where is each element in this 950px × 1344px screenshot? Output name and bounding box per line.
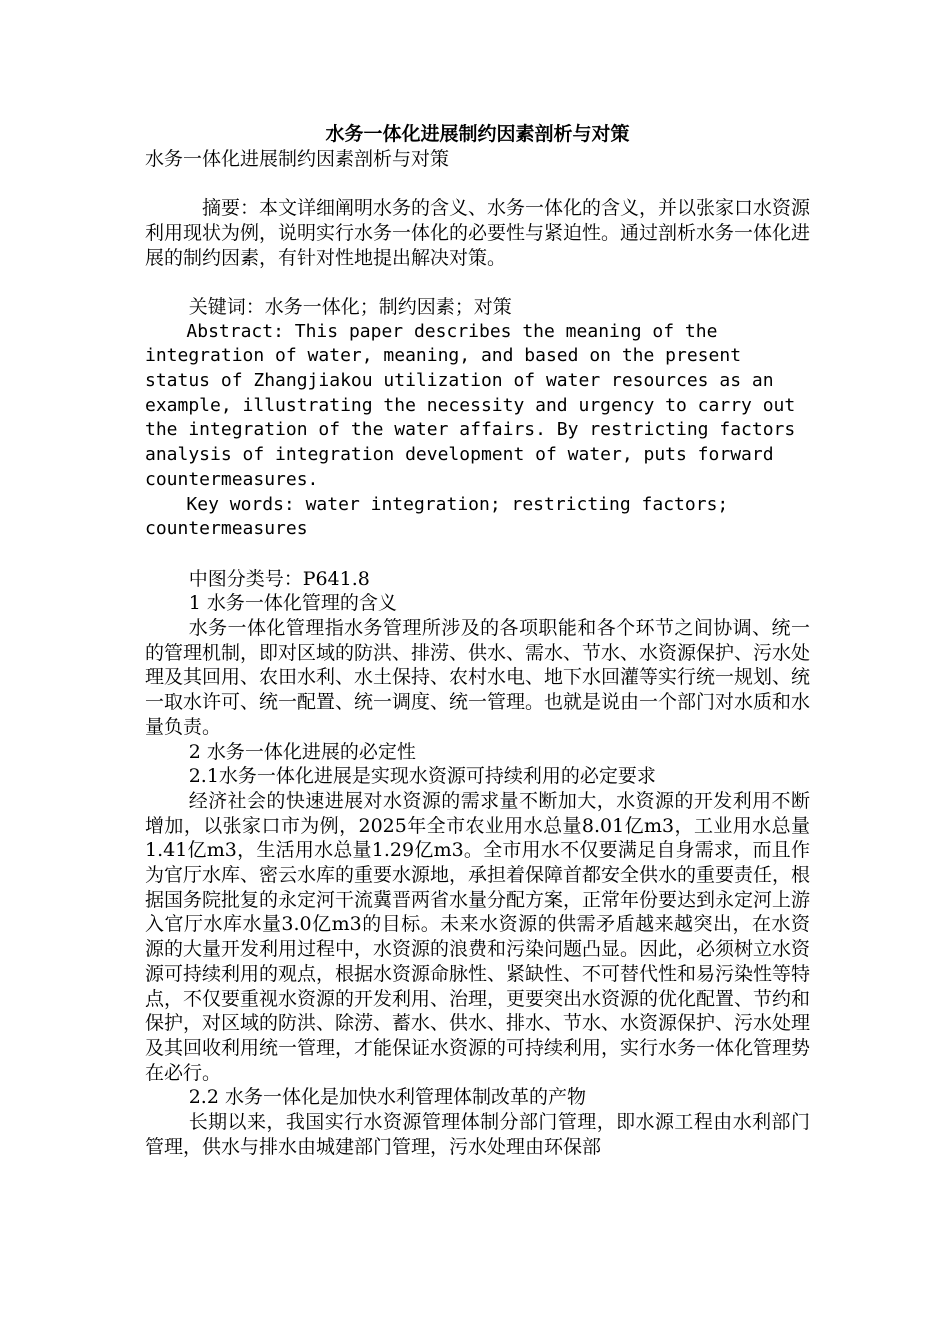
section-1-body: 水务一体化管理指水务管理所涉及的各项职能和各个环节之间协调、统一的管理机制，即对区域的防洪、排涝、供水、需水、节水、水资源保护、污水处理及其回用、农田水利、水土保持、农村水电、地下水回灌等实行统一规划、统一取水许可、统一配置、统一调度、统一管理。也就是说由一个部门对水质和水量负责。 [145,617,811,738]
abstract-en: Abstract: This paper describes the meaning of the integration of water, meaning, and based on the present status of Zhangjiakou utilization of water resources as an example, illustrating the necessity and urgency to carry out the integration of the water affairs. By restricting factors analysis of integration development of water, puts forward countermeasures. [145,320,796,490]
section-1-heading: 1 水务一体化管理的含义 [188,592,397,615]
clc-number: 中图分类号：P641.8 [188,567,370,590]
section-2-1-body: 经济社会的快速进展对水资源的需求量不断加大，水资源的开发利用不断增加，以张家口市为例，2025年全市农业用水总量8.01亿m3，工业用水总量1.41亿m3，生活用水总量1.29亿m3。全市用水不仅要满足自身需求，而且作为官厅水库、密云水库的重要水源地，承担着保障首都安全供水的重要责任，根据国务院批复的永定河干流冀晋两省水量分配方案，正常年份要达到永定河上游入官厅水库水量3.0亿m3的目标。未来水资源的供需矛盾越来越突出，在水资源的大量开发利用过程中，水资源的浪费和污染问题凸显。因此，必须树立水资源可持续利用的观点，根据水资源命脉性、紧缺性、不可替代性和易污染性等特点，不仅要重视水资源的开发利用、治理，更要突出水资源的优化配置、节约和保护，对区域的防洪、除涝、蓄水、供水、排水、节水、水资源保护、污水处理及其回收利用统一管理，才能保证水资源的可持续利用，实行水务一体化管理势在必行。 [145,789,811,1084]
section-2-2-body: 长期以来，我国实行水资源管理体制分部门管理，即水源工程由水利部门管理，供水与排水由城建部门管理，污水处理由环保部 [145,1111,810,1158]
keywords-cn: 关键词：水务一体化；制约因素；对策 [188,295,512,318]
section-2-2-heading: 2.2 水务一体化是加快水利管理体制改革的产物 [188,1086,586,1109]
section-2-heading: 2 水务一体化进展的必定性 [188,740,416,763]
document-title: 水务一体化进展制约因素剖析与对策 [325,123,630,145]
spacer [145,542,810,567]
spacer [145,270,810,295]
section-2-1-heading: 2.1水务一体化进展是实现水资源可持续利用的必定要求 [188,765,656,788]
abstract-cn: 摘要：本文详细阐明水务的含义、水务一体化的含义，并以张家口水资源利用现状为例，说明实行水务一体化的必要性与紧迫性。通过剖析水务一体化进展的制约因素，有针对性地提出解决对策。 [145,197,811,269]
keywords-en: Key words: water integration; restricting factors; countermeasures [145,493,729,540]
document-subtitle: 水务一体化进展制约因素剖析与对策 [145,147,450,170]
spacer [145,171,810,196]
document-content [145,122,810,1159]
